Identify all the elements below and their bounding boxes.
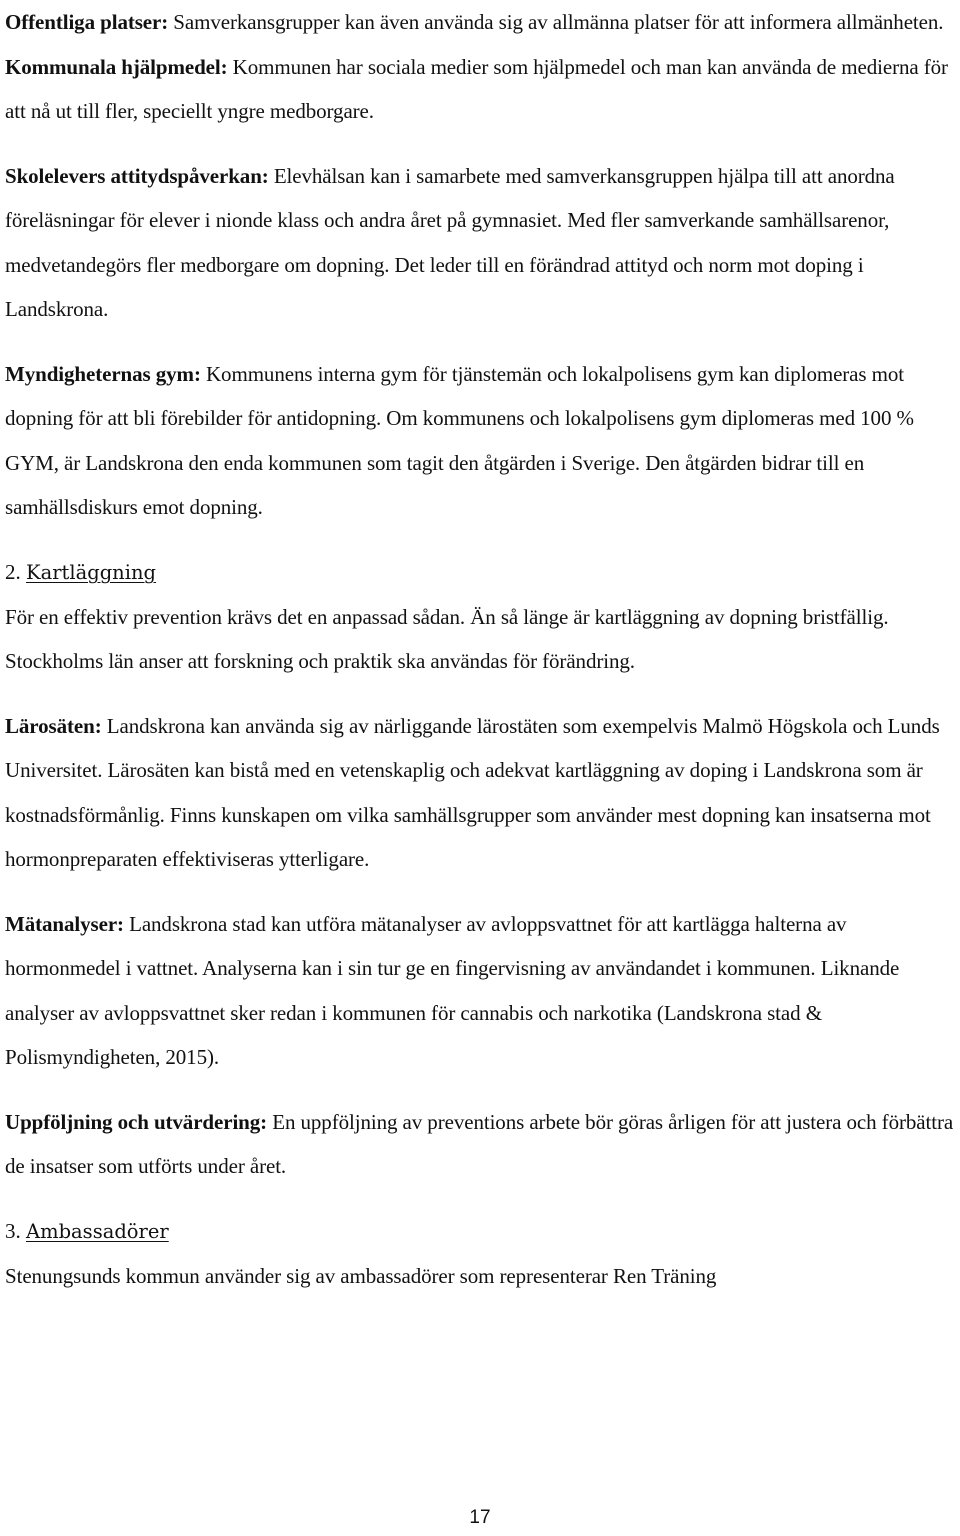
section-heading-kartlaggning xyxy=(5,550,955,595)
document-page xyxy=(5,0,955,1298)
paragraph-text: Elevhälsan kan i samarbete med samverkansgruppen hjälpa till att anordna föreläsningar för elever i nionde klass och andra året på gymnasiet. Med fler samverkande samhällsarenor, medvetandegörs fler medborgare om dopning. Det leder till en förändrad attityd och norm mot doping i Landskrona. xyxy=(5,163,895,321)
section-title: Ambassadörer xyxy=(26,1219,169,1243)
paragraph-text: Kommunen har sociala medier som hjälpmedel och man kan använda de medierna för att nå ut till fler, speciellt yngre medborgare. xyxy=(5,54,948,123)
paragraph-matanalyser xyxy=(5,902,955,1080)
paragraph-offentliga-platser xyxy=(5,0,955,45)
paragraph-label: Myndigheternas gym: xyxy=(5,361,201,386)
paragraph-kommunala-hjalpmedel xyxy=(5,45,955,134)
paragraph-text: Landskrona kan använda sig av närliggande lärostäten som exempelvis Malmö Högskola och Lunds Universitet. Lärosäten kan bistå med en vetenskaplig och adekvat kartläggning av doping i Landskrona som är kostnadsförmånlig. Finns kunskapen om vilka samhällsgrupper som använder mest dopning kan insatserna mot hormonpreparaten effektiviseras ytterligare. xyxy=(5,713,940,871)
paragraph-text: Kommunens interna gym för tjänstemän och lokalpolisens gym kan diplomeras mot dopning för att bli förebilder för antidopning. Om kommunens och lokalpolisens gym diplomeras med 100 % GYM, är Landskrona den enda kommunen som tagit den åtgärden i Sverige. Den åtgärden bidrar till en samhällsdiskurs emot dopning. xyxy=(5,361,914,519)
paragraph-label: Mätanalyser: xyxy=(5,911,124,936)
paragraph-text: För en effektiv prevention krävs det en anpassad sådan. Än så länge är kartläggning av dopning bristfällig. Stockholms län anser att forskning och praktik ska användas för förändring. xyxy=(5,604,889,673)
paragraph-label: Kommunala hjälpmedel: xyxy=(5,54,228,79)
section-number: 3. xyxy=(5,1218,26,1243)
paragraph-skolelevers-attitydspaverkan xyxy=(5,154,955,332)
page-number: 17 xyxy=(469,1507,491,1528)
paragraph-text: Samverkansgrupper kan även använda sig av allmänna platser för att informera allmänheten. xyxy=(168,10,944,34)
paragraph-ambassadorer-intro xyxy=(5,1254,955,1299)
section-title: Kartläggning xyxy=(26,560,157,584)
paragraph-label: Uppföljning och utvärdering: xyxy=(5,1109,268,1134)
paragraph-label: Offentliga platser: xyxy=(5,10,169,34)
paragraph-label: Lärosäten: xyxy=(5,713,102,738)
paragraph-text: Landskrona stad kan utföra mätanalyser av avloppsvattnet för att kartlägga halterna av hormonmedel i vattnet. Analyserna kan i sin tur ge en fingervisning av användandet i kommunen. Liknande analyser av avloppsvattnet sker redan i kommunen för cannabis och narkotika (Landskrona stad & Polismyndigheten, 2015). xyxy=(5,911,900,1069)
paragraph-text: Stenungsunds kommun använder sig av ambassadörer som representerar Ren Träning xyxy=(5,1263,717,1288)
paragraph-uppfoljning-och-utvardering xyxy=(5,1100,955,1189)
paragraph-label: Skolelevers attitydspåverkan: xyxy=(5,163,269,188)
section-heading-ambassadorer xyxy=(5,1209,955,1254)
section-number: 2. xyxy=(5,559,26,584)
paragraph-myndigheternas-gym xyxy=(5,352,955,530)
paragraph-kartlaggning-intro xyxy=(5,595,955,684)
paragraph-larosaten xyxy=(5,704,955,882)
paragraph-text: En uppföljning av preventions arbete bör göras årligen för att justera och förbättra de insatser som utförts under året. xyxy=(5,1109,954,1178)
